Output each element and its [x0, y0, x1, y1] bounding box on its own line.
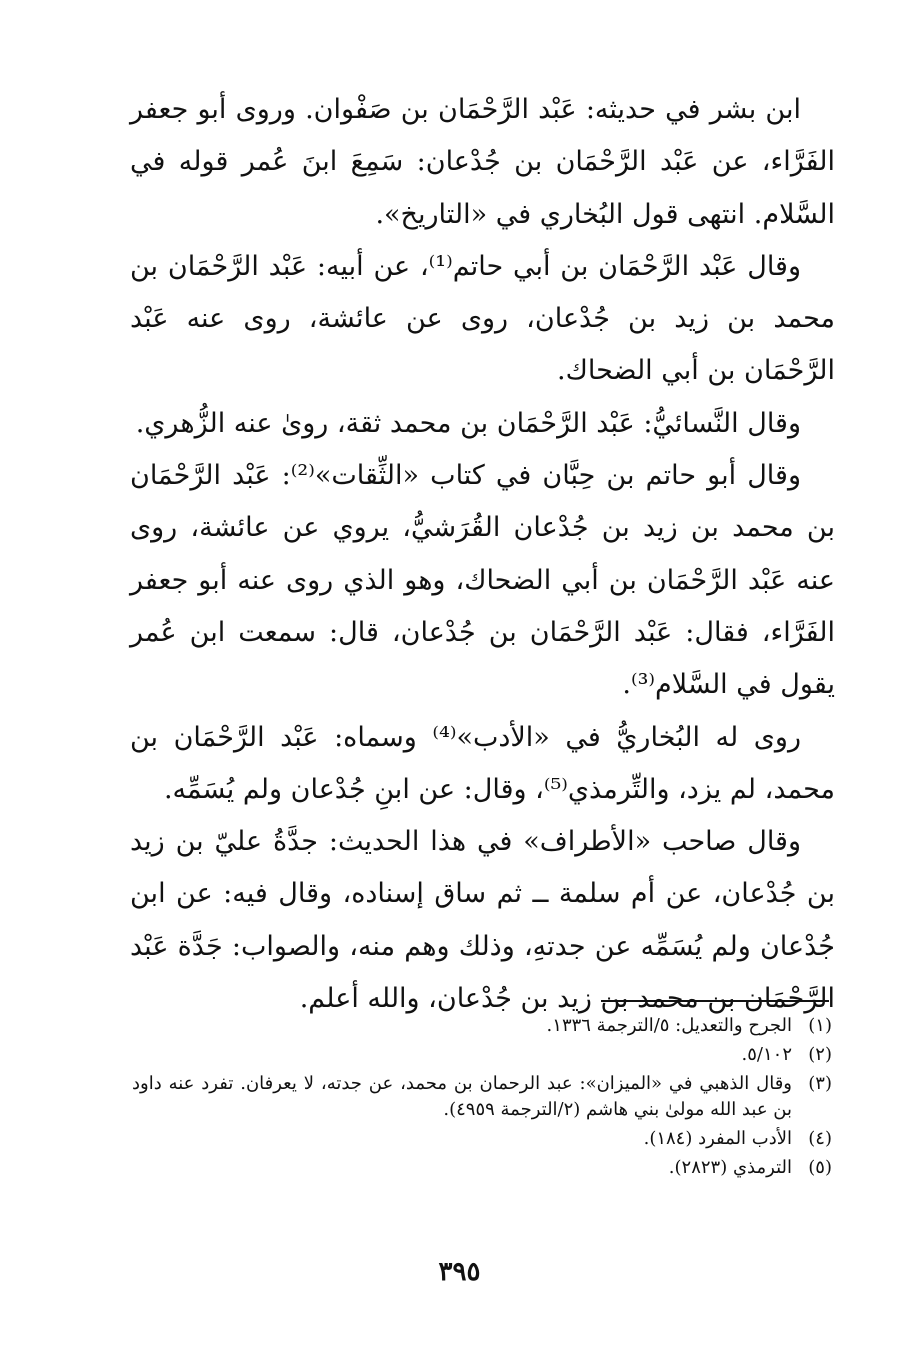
footnote-4: [132, 1126, 832, 1152]
footnote-1: [132, 1013, 832, 1039]
footnote-number: (٢): [808, 1044, 832, 1065]
footnote-3: [132, 1071, 832, 1123]
paragraph-4: وقال أبو حاتم بن حِبَّان في كتاب «الثِّقات»⁽²⁾: عَبْد الرَّحْمَان بن محمد بن زيد بن جُدْعان القُرَشيُّ، يروي عن عائشة، روى عنه عَبْد الرَّحْمَان بن أبي الضحاك، وهو الذي روى عنه أبو جعفر الفَرَّاء، فقال: عَبْد الرَّحْمَان بن جُدْعان، قال: سمعت ابن عُمر يقول في السَّلام⁽³⁾.: [130, 460, 835, 701]
footnote-number: (١): [808, 1015, 832, 1036]
main-text: [130, 84, 835, 1025]
footnote-text: الجرح والتعديل: ٥/الترجمة ١٣٣٦.: [546, 1015, 792, 1036]
footnote-number: (٣): [808, 1073, 832, 1094]
paragraph-2: وقال عَبْد الرَّحْمَان بن أبي حاتم⁽¹⁾، عن أبيه: عَبْد الرَّحْمَان بن محمد بن زيد بن جُدْعان، روى عن عائشة، روى عنه عَبْد الرَّحْمَان بن أبي الضحاك.: [130, 250, 835, 387]
footnote-text: وقال الذهبي في «الميزان»: عبد الرحمان بن محمد، عن جدته، لا يعرفان. تفرد عنه داود بن عبد الله مولىٰ بني هاشم (٢/الترجمة ٤٩٥٩).: [132, 1073, 792, 1120]
footnote-text: الترمذي (٢٨٢٣).: [668, 1157, 792, 1178]
footnote-text: ٥/١٠٢.: [741, 1044, 792, 1065]
paragraph-5: روى له البُخاريُّ في «الأدب»⁽⁴⁾ وسماه: عَبْد الرَّحْمَان بن محمد، لم يزد، والتِّرمذي⁽⁵⁾، وقال: عن ابنِ جُدْعان ولم يُسَمِّه.: [130, 721, 835, 805]
footnote-number: (٥): [808, 1157, 832, 1178]
footnote-5: [132, 1155, 832, 1181]
footnote-number: (٤): [808, 1128, 832, 1149]
paragraph-6: وقال صاحب «الأطراف» في هذا الحديث: جدَّةُ عليّ بن زيد بن جُدْعان، عن أم سلمة ــ ثم ساق إسناده، وقال فيه: عن ابن جُدْعان ولم يُسَمِّه عن جدتهِ، وذلك وهم منه، والصواب: جَدَّة عَبْد الرَّحْمَان بن محمد بن زيد بن جُدْعان، والله أعلم.: [130, 826, 835, 1015]
footnote-text: الأدب المفرد (١٨٤).: [643, 1128, 792, 1149]
paragraph-3: وقال النَّسائيُّ: عَبْد الرَّحْمَان بن محمد ثقة، روىٰ عنه الزُّهري.: [135, 407, 801, 439]
footnotes: [132, 1013, 832, 1184]
footnote-separator: [601, 1000, 829, 1002]
footnote-2: [132, 1042, 832, 1068]
page-number: ٣٩٥: [438, 1257, 481, 1287]
paragraph-1: ابن بشر في حديثه: عَبْد الرَّحْمَان بن صَفْوان. وروى أبو جعفر الفَرَّاء، عن عَبْد الرَّحْمَان بن جُدْعان: سَمِعَ ابنَ عُمر قوله في السَّلام. انتهى قول البُخاري في «التاريخ».: [130, 94, 835, 230]
